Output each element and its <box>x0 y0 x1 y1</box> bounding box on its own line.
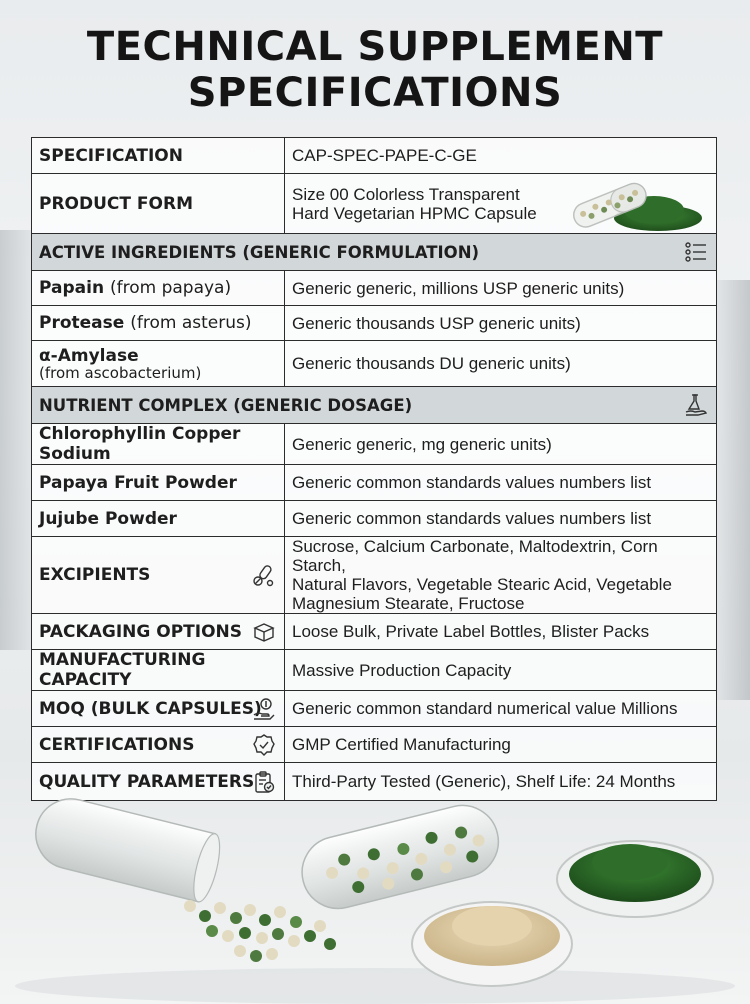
capsule-powder-image <box>566 178 706 234</box>
flask-hand-icon <box>684 393 708 417</box>
pills-icon <box>252 563 276 587</box>
table-row <box>32 424 717 465</box>
table-row <box>32 650 717 691</box>
product-form-line-1: Size 00 Colorless Transparent <box>292 184 520 204</box>
table-row <box>32 501 717 537</box>
table-row <box>32 727 717 763</box>
packaging-value: Loose Bulk, Private Label Bottles, Blister Packs <box>285 614 717 650</box>
certifications-label <box>32 727 285 763</box>
quality-title: QUALITY PARAMETERS <box>39 771 255 792</box>
background-lab-left <box>0 230 32 650</box>
excipients-value <box>285 537 717 614</box>
excipients-label <box>32 537 285 614</box>
amylase-name: α-Amylase <box>39 346 139 366</box>
section-nutrient-complex <box>32 387 717 424</box>
moq-label <box>32 691 285 727</box>
title-line-1: TECHNICAL SUPPLEMENT <box>86 24 664 70</box>
papain-source: (from papaya) <box>109 278 232 298</box>
excipients-line-3: Magnesium Stearate, Fructose <box>292 594 525 613</box>
moq-title: MOQ (BULK CAPSULES) <box>39 698 262 719</box>
product-form-label: PRODUCT FORM <box>32 174 285 234</box>
table-row <box>32 138 717 174</box>
section-active-ingredients <box>32 234 717 271</box>
protease-label <box>32 306 285 341</box>
specification-table <box>31 137 717 801</box>
protease-source: (from asterus) <box>130 313 252 333</box>
jujube-value: Generic common standards values numbers list <box>285 501 717 537</box>
excipients-line-1: Sucrose, Calcium Carbonate, Maltodextrin, Corn Starch, <box>292 537 658 575</box>
excipients-line-2: Natural Flavors, Vegetable Stearic Acid, Vegetable <box>292 575 672 594</box>
moq-value: Generic common standard numerical value Millions <box>285 691 717 727</box>
table-row <box>32 387 717 424</box>
protease-value: Generic thousands USP generic units) <box>285 306 717 341</box>
checklist-icon <box>684 240 708 264</box>
table-row <box>32 341 717 387</box>
amylase-source: (from ascobacterium) <box>39 364 202 382</box>
chlorophyllin-label: Chlorophyllin Copper Sodium <box>32 424 285 465</box>
product-form-value <box>285 174 717 234</box>
chlorophyllin-value: Generic generic, mg generic units) <box>285 424 717 465</box>
certifications-title: CERTIFICATIONS <box>39 734 195 755</box>
table-row <box>32 537 717 614</box>
section-nutrient-title: NUTRIENT COMPLEX (GENERIC DOSAGE) <box>39 395 413 415</box>
badge-check-icon <box>252 733 276 757</box>
table-row <box>32 174 717 234</box>
section-active-title: ACTIVE INGREDIENTS (GENERIC FORMULATION) <box>39 242 480 262</box>
table-row <box>32 234 717 271</box>
title-line-2: SPECIFICATIONS <box>187 70 563 116</box>
capacity-value: Massive Production Capacity <box>285 650 717 691</box>
protease-name: Protease <box>39 313 125 333</box>
amylase-label <box>32 341 285 387</box>
packaging-title: PACKAGING OPTIONS <box>39 621 242 642</box>
papaya-label: Papaya Fruit Powder <box>32 465 285 501</box>
excipients-title: EXCIPIENTS <box>39 565 151 585</box>
spec-value: CAP-SPEC-PAPE-C-GE <box>285 138 717 174</box>
product-form-line-2: Hard Vegetarian HPMC Capsule <box>292 203 537 223</box>
background-lab-right <box>716 280 750 700</box>
papain-value: Generic generic, millions USP generic units) <box>285 271 717 306</box>
table-row <box>32 691 717 727</box>
packaging-label <box>32 614 285 650</box>
box-icon <box>252 620 276 644</box>
table-row <box>32 271 717 306</box>
spec-label: SPECIFICATION <box>32 138 285 174</box>
page-title <box>0 24 750 116</box>
papain-name: Papain <box>39 278 105 298</box>
certifications-value: GMP Certified Manufacturing <box>285 727 717 763</box>
jujube-label: Jujube Powder <box>32 501 285 537</box>
quality-value: Third-Party Tested (Generic), Shelf Life: 24 Months <box>285 763 717 801</box>
papaya-value: Generic common standards values numbers list <box>285 465 717 501</box>
product-photo <box>0 786 750 1004</box>
table-row <box>32 306 717 341</box>
hand-money-icon <box>252 697 276 721</box>
capacity-label: MANUFACTURING CAPACITY <box>32 650 285 691</box>
table-row <box>32 614 717 650</box>
amylase-value: Generic thousands DU generic units) <box>285 341 717 387</box>
papain-label <box>32 271 285 306</box>
table-row <box>32 465 717 501</box>
